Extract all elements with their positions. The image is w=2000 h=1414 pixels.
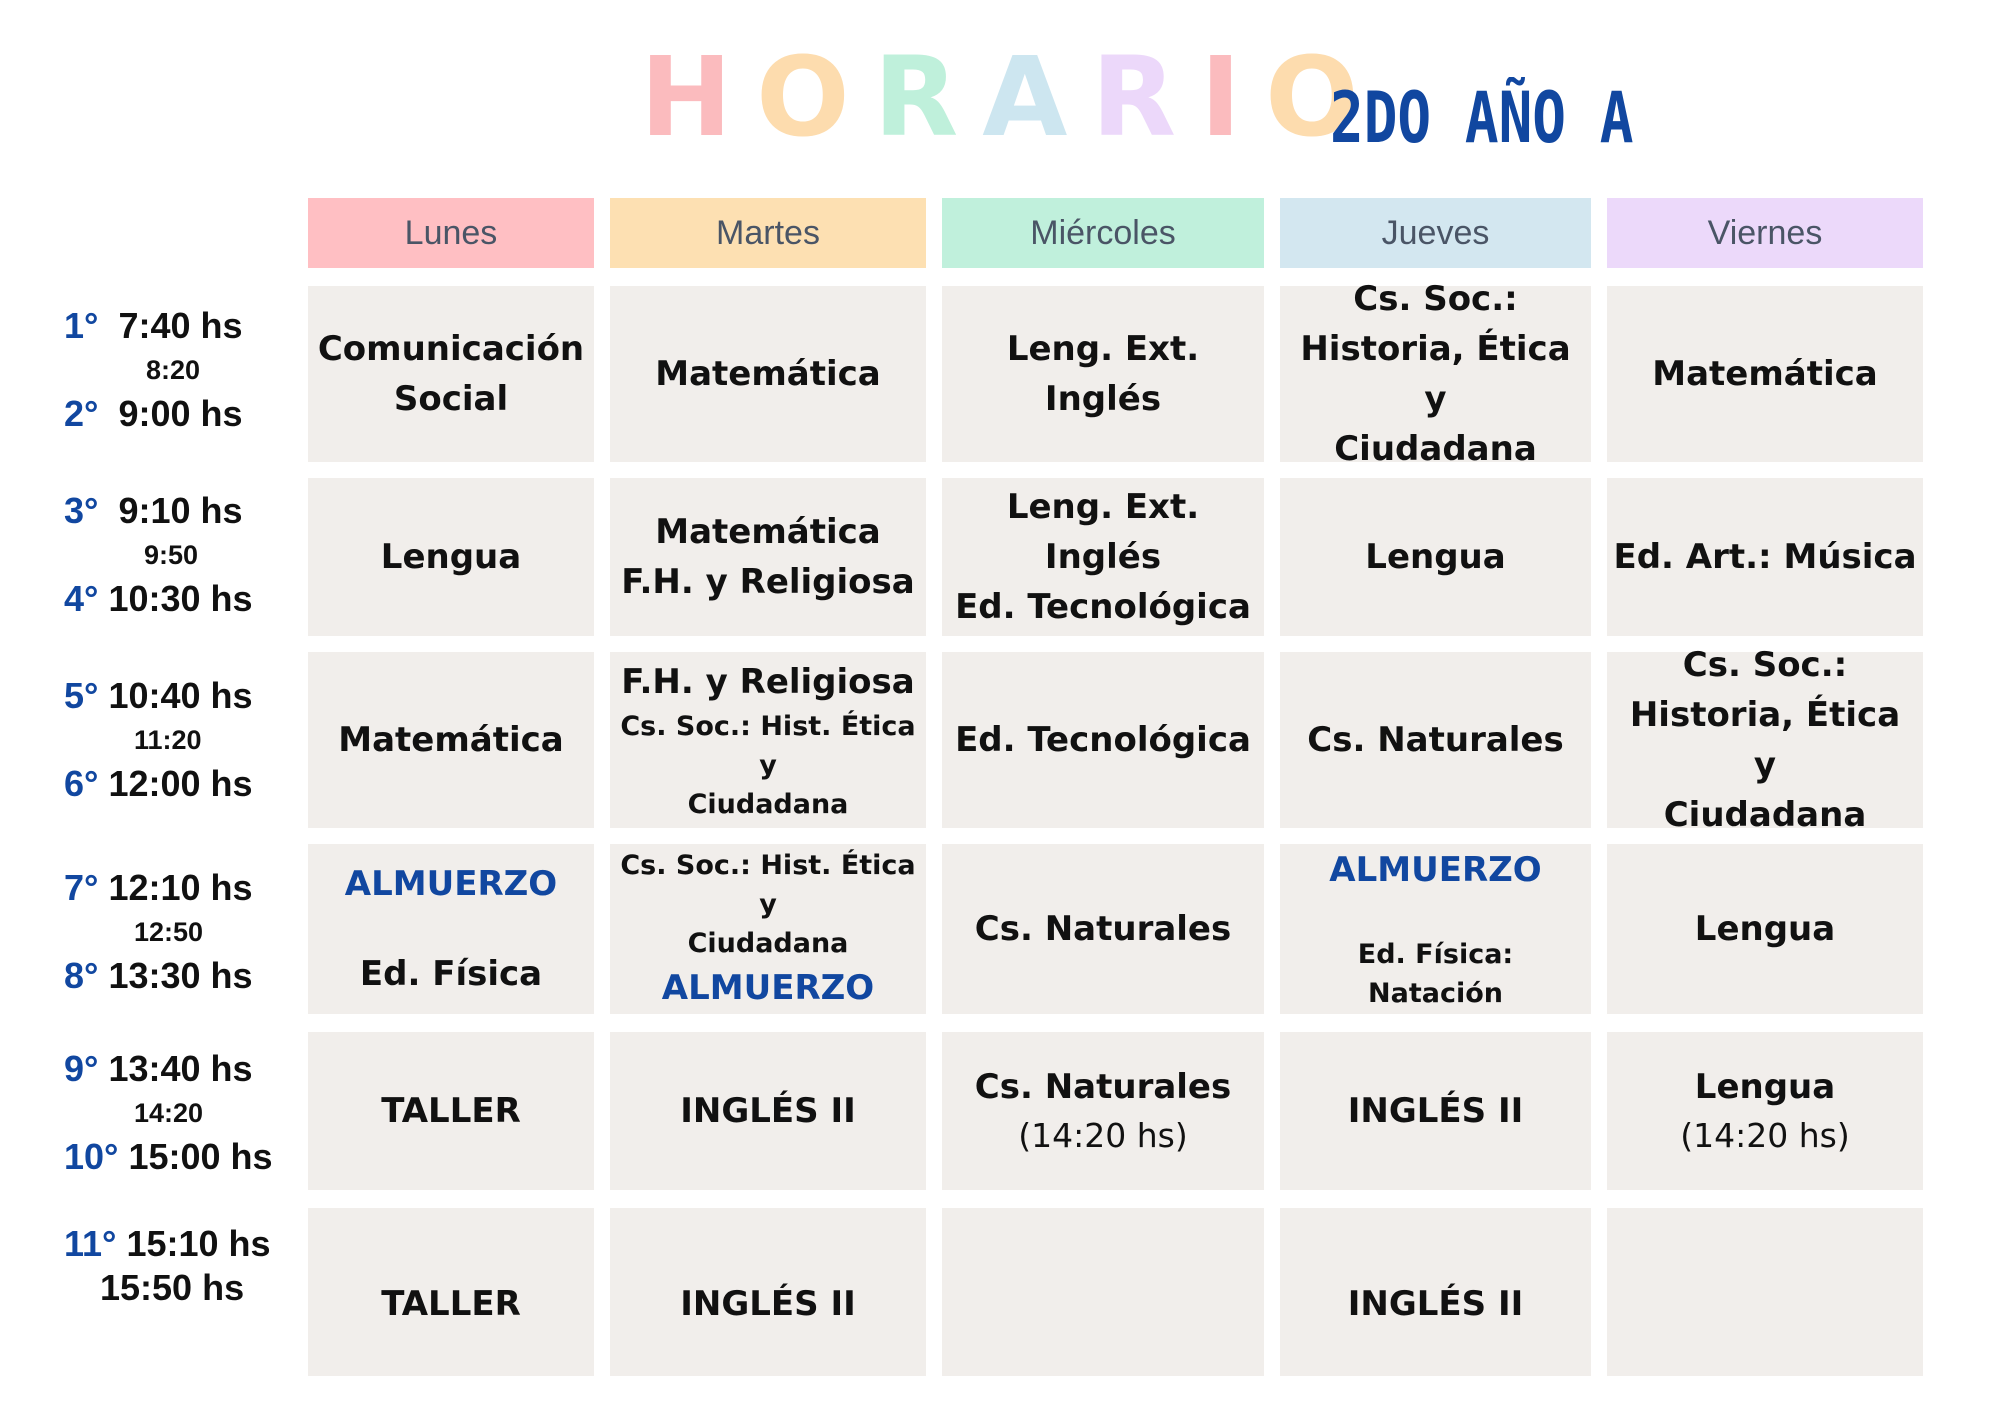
subject-name: Historia, Ética y	[1300, 329, 1571, 419]
schedule-cell	[610, 844, 926, 1014]
time-slot	[64, 674, 294, 806]
subject-name: Lengua	[1365, 537, 1506, 577]
period-start: 12:10 hs	[108, 867, 253, 908]
schedule-cell	[1280, 1208, 1591, 1376]
period-mid: 8:20	[146, 355, 201, 385]
schedule-cell	[1607, 645, 1923, 835]
subject-name: Ed. Tecnológica	[955, 720, 1251, 760]
subject-name: INGLÉS II	[680, 1284, 856, 1324]
schedule-cell	[942, 652, 1264, 828]
period-number: 11°	[64, 1223, 117, 1264]
schedule-cell	[610, 1032, 926, 1190]
schedule-cell	[1280, 1032, 1591, 1190]
subject-name: Lengua	[1694, 909, 1836, 949]
title-letter: R	[1091, 33, 1201, 161]
schedule-cell	[942, 1032, 1264, 1190]
period-number: 7°	[64, 867, 99, 908]
title-letter: R	[873, 33, 983, 161]
subject-name: INGLÉS II	[1347, 1284, 1524, 1324]
period-start: 15:10 hs	[126, 1223, 271, 1264]
period-number: 10°	[64, 1136, 119, 1177]
subject-name: Matemática	[1652, 354, 1878, 394]
subject-name: INGLÉS II	[1347, 1091, 1524, 1131]
subject-name: Leng. Ext. Inglés	[1006, 329, 1200, 419]
day-header-miercoles: Miércoles	[942, 198, 1264, 268]
subject-name: INGLÉS II	[680, 1091, 856, 1131]
subject-name: Ciudadana	[687, 927, 849, 959]
period-number: 3°	[64, 490, 99, 531]
schedule-cell	[942, 844, 1264, 1014]
subject-name: Ed. Física: Natación	[1357, 939, 1514, 1009]
lunch-label: ALMUERZO	[661, 967, 875, 1008]
period-mid: 11:20	[134, 725, 202, 755]
schedule-cell	[308, 478, 594, 636]
subject-name: TALLER	[381, 1284, 521, 1324]
time-slot	[64, 489, 294, 621]
period-end: 10:30 hs	[108, 578, 253, 619]
period-number: 2°	[64, 393, 99, 434]
period-end: 13:30 hs	[108, 955, 253, 996]
schedule-cell	[610, 286, 926, 462]
schedule-cell	[1280, 478, 1591, 636]
subject-name: Ciudadana	[1663, 795, 1867, 835]
schedule-cell	[1607, 1032, 1923, 1190]
subject-name: Lengua	[1694, 1067, 1836, 1107]
schedule-cell	[942, 478, 1264, 636]
subject-time-note: (14:20 hs)	[1680, 1116, 1850, 1155]
period-end: 9:00 hs	[118, 393, 243, 434]
period-mid: 14:20	[134, 1098, 204, 1128]
period-number: 1°	[64, 305, 99, 346]
schedule-cell	[1607, 478, 1923, 636]
period-start: 10:40 hs	[108, 675, 253, 716]
schedule-cell	[308, 652, 594, 828]
schedule-cell	[308, 1208, 594, 1376]
subject-name: Comunicación	[317, 329, 585, 369]
schedule-cell	[1280, 844, 1591, 1014]
time-slot	[64, 1222, 294, 1310]
period-start: 7:40 hs	[118, 305, 243, 346]
title-letter: I	[1200, 33, 1266, 161]
title-letter: A	[982, 33, 1092, 161]
schedule-cell	[1607, 844, 1923, 1014]
schedule-cell	[610, 652, 926, 828]
period-end: 15:00 hs	[128, 1136, 273, 1177]
subject-name: Matemática	[655, 512, 881, 552]
subject-name: Matemática	[655, 354, 881, 394]
schedule-cell	[610, 1208, 926, 1376]
schedule-cell	[308, 286, 594, 462]
page-title	[640, 33, 1383, 161]
period-start: 13:40 hs	[108, 1048, 253, 1089]
title-letter: O	[756, 33, 874, 161]
subject-name: Cs. Soc.:	[1353, 279, 1518, 319]
subject-name: Cs. Naturales	[1307, 720, 1564, 760]
period-number: 6°	[64, 763, 99, 804]
title-letter: O	[1265, 33, 1383, 161]
schedule-cell	[308, 1032, 594, 1190]
period-number: 8°	[64, 955, 99, 996]
subject-name: Historia, Ética y	[1629, 695, 1901, 785]
subject-name: Matemática	[338, 720, 564, 760]
subject-time-note: (14:20 hs)	[1018, 1116, 1188, 1155]
time-slot	[64, 1047, 294, 1179]
day-header-jueves: Jueves	[1280, 198, 1591, 268]
subject-name: Lengua	[380, 537, 522, 577]
subject-name: Ed. Art.: Música	[1613, 537, 1917, 577]
period-number: 5°	[64, 675, 99, 716]
subject-name: Leng. Ext. Inglés	[1006, 487, 1200, 577]
subject-name: Social	[393, 379, 509, 419]
subject-name: Cs. Naturales	[974, 1067, 1232, 1107]
subject-name: F.H. y Religiosa	[621, 661, 915, 702]
subject-name: Ed. Tecnológica	[955, 587, 1251, 627]
schedule-cell	[1607, 286, 1923, 462]
period-end: 12:00 hs	[108, 763, 253, 804]
period-start: 9:10 hs	[118, 490, 243, 531]
schedule-cell-empty	[1607, 1208, 1923, 1376]
schedule-cell	[308, 844, 594, 1014]
period-mid: 12:50	[134, 917, 204, 947]
period-mid: 9:50	[144, 540, 199, 570]
period-end: 15:50 hs	[100, 1267, 245, 1308]
subject-name: Cs. Soc.: Hist. Ética y	[620, 849, 916, 920]
period-number: 9°	[64, 1048, 99, 1089]
subject-name: Cs. Soc.: Hist. Ética y	[620, 710, 916, 781]
schedule-cell	[1280, 279, 1591, 469]
subject-name: Ciudadana	[1334, 429, 1537, 469]
schedule-cell-empty	[942, 1208, 1264, 1376]
subject-name: F.H. y Religiosa	[621, 562, 915, 602]
subject-name: Ciudadana	[687, 788, 849, 820]
subject-name: Ed. Física	[359, 954, 543, 994]
schedule-cell	[1280, 652, 1591, 828]
time-slot	[64, 304, 294, 436]
title-letter: H	[640, 33, 757, 161]
period-number: 4°	[64, 578, 99, 619]
day-header-viernes: Viernes	[1607, 198, 1923, 268]
time-slot	[64, 866, 294, 998]
subject-name: Cs. Soc.:	[1682, 645, 1848, 685]
schedule-cell	[610, 478, 926, 636]
class-subtitle: 2DO AÑO A	[1330, 77, 1634, 159]
lunch-label: ALMUERZO	[1329, 850, 1542, 890]
day-header-martes: Martes	[610, 198, 926, 268]
day-header-lunes: Lunes	[308, 198, 594, 268]
subject-name: Cs. Naturales	[974, 909, 1232, 949]
lunch-label: ALMUERZO	[344, 864, 558, 904]
subject-name: TALLER	[381, 1091, 521, 1131]
schedule-cell	[942, 286, 1264, 462]
